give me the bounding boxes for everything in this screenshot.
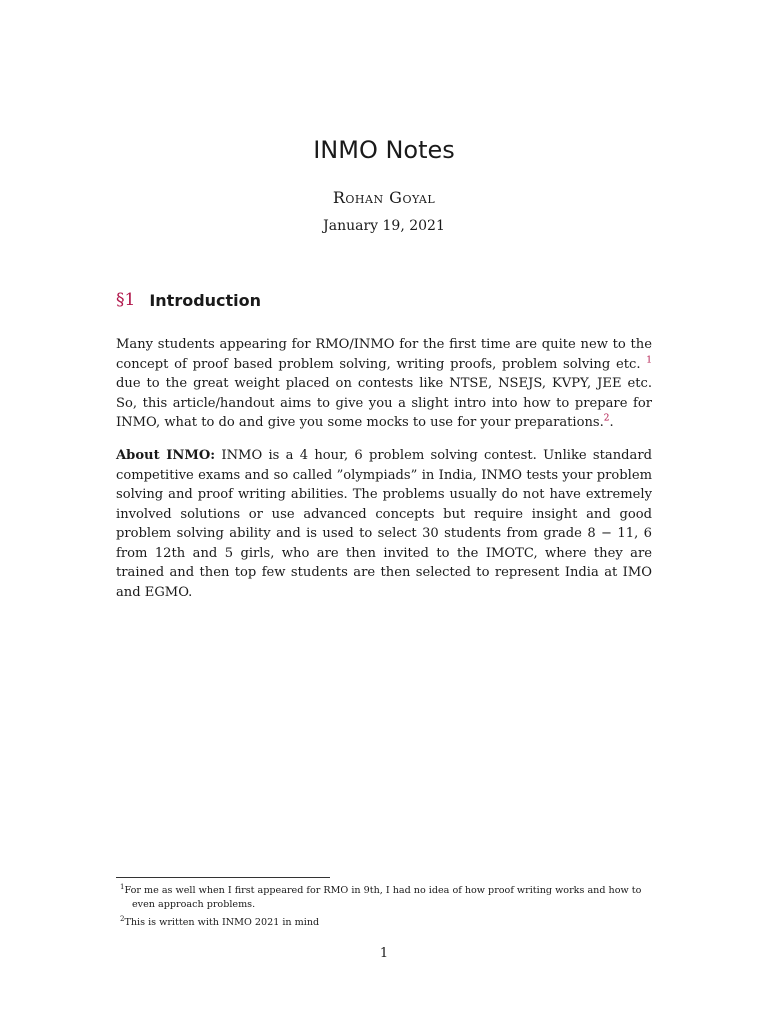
footnote-rule [116, 877, 330, 878]
footnote-text-1: For me as well when I first appeared for RMO in 9th, I had no idea of how proof writing works and how to even approach problems. [124, 885, 642, 911]
section-title: Introduction [149, 291, 262, 310]
publication-date: January 19, 2021 [323, 218, 445, 234]
intro-text-a: Many students appearing for RMO/INMO for the first time are quite new to the concept of proof based problem solving, writing proofs, problem solving etc. [116, 337, 652, 372]
intro-paragraph [116, 335, 652, 433]
footnote-1 [116, 880, 656, 912]
about-label: About INMO: [116, 448, 216, 463]
about-text: INMO is a 4 hour, 6 problem solving contest. Unlike standard competitive exams and so called ”olympiads” in India, INMO tests your problem solving and proof writing abilities. The problems usually do not have extremely involved solutions or use advanced concepts but require insight and good problem solving ability and is used to select 30 students from grade 8 − 11, 6 from 12th and 5 girls, who are then invited to the IMOTC, where they are trained and then top few students are then selected to represent India at IMO and EGMO. [116, 448, 652, 600]
section-number: §1 [116, 290, 136, 310]
author-name: Rohan Goyal [332, 188, 436, 207]
footnote-2 [116, 912, 656, 930]
about-paragraph [116, 446, 652, 602]
intro-text-c: . [609, 415, 614, 430]
intro-text-b: due to the great weight placed on contests like NTSE, NSEJS, KVPY, JEE etc. So, this article/handout aims to give you a slight intro into how to prepare for INMO, what to do and give you some mocks to use for your preparations. [116, 376, 652, 430]
footnote-text-2: This is written with INMO 2021 in mind [124, 917, 320, 929]
footnotes [116, 880, 656, 930]
paper-title: INMO Notes [313, 136, 455, 164]
footnote-mark-1: 1 [120, 883, 125, 891]
section-heading [116, 290, 261, 310]
footnote-ref-1[interactable]: 1 [646, 355, 652, 366]
footnote-ref-2[interactable]: 2 [603, 413, 610, 424]
page-number: 1 [379, 946, 389, 961]
footnote-mark-2: 2 [120, 915, 125, 924]
